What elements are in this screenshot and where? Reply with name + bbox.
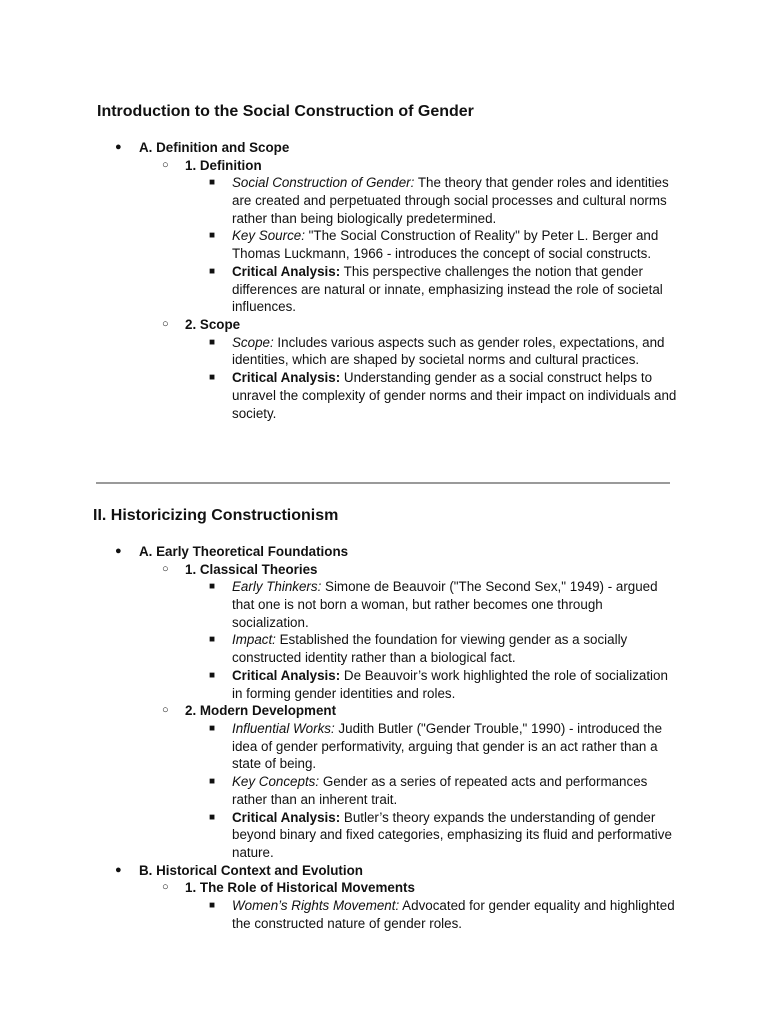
- horizontal-divider: [96, 482, 670, 484]
- outline-item-level2: [0, 561, 768, 579]
- item-text: Includes various aspects such as gender roles, expectations, and identities, which are shaped by societal norms and cultural practices.: [232, 334, 665, 368]
- outline-heading: A. Definition and Scope: [139, 140, 290, 155]
- outline-item-level3: [0, 720, 768, 773]
- filled-circle-bullet-icon: ●: [115, 545, 122, 557]
- item-text: Butler’s theory expands the understanding of gender beyond binary and fixed categories, emphasizing its fluid and performative nature.: [232, 809, 672, 860]
- outline-item-level2: [0, 157, 768, 175]
- section-title: Introduction to the Social Construction of Gender: [97, 103, 474, 120]
- outline-subheading: 1. Definition: [185, 157, 262, 173]
- item-text: Simone de Beauvoir ("The Second Sex," 1949) - argued that one is not born a woman, but rather becomes one through socialization.: [232, 579, 658, 630]
- item-text: Understanding gender as a social construct helps to unravel the complexity of gender norms and their impact on individuals and society.: [232, 370, 677, 421]
- item-lead: Critical Analysis:: [232, 370, 341, 386]
- hollow-circle-bullet-icon: ○: [162, 158, 169, 171]
- outline-heading: B. Historical Context and Evolution: [139, 862, 363, 878]
- outline-item-level3: [0, 578, 768, 631]
- item-text: De Beauvoir’s work highlighted the role of socialization in forming gender identities and roles.: [232, 667, 668, 701]
- item-text: The theory that gender roles and identities are created and perpetuated through social processes and cultural norms rather than being biologically predetermined.: [232, 175, 669, 226]
- item-lead: Critical Analysis:: [232, 809, 341, 825]
- item-lead: Critical Analysis:: [232, 667, 341, 683]
- item-lead: Impact:: [232, 632, 276, 648]
- filled-circle-bullet-icon: ●: [115, 863, 122, 876]
- item-lead: Scope:: [232, 334, 274, 350]
- outline-item-level3: [0, 897, 768, 932]
- square-bullet-icon: ■: [209, 336, 216, 348]
- square-bullet-icon: ■: [209, 899, 216, 911]
- outline-item-level3: [0, 334, 768, 369]
- outline-subheading: 1. Classical Theories: [185, 561, 318, 577]
- outline-item-level3: [0, 227, 768, 262]
- square-bullet-icon: ■: [209, 776, 216, 788]
- outline-section-1: [0, 139, 768, 422]
- item-text: "The Social Construction of Reality" by Peter L. Berger and Thomas Luckmann, 1966 - introduces the concept of social constructs.: [232, 228, 659, 262]
- outline-item-level2: [0, 316, 768, 334]
- outline-item-level3: [0, 667, 768, 702]
- hollow-circle-bullet-icon: ○: [162, 562, 169, 575]
- outline-heading: A. Early Theoretical Foundations: [139, 544, 349, 559]
- outline-item-level1: [0, 139, 768, 157]
- square-bullet-icon: ■: [209, 230, 216, 242]
- item-lead: Social Construction of Gender:: [232, 175, 415, 191]
- item-lead: Key Concepts:: [232, 774, 320, 790]
- outline-item-level2: [0, 879, 768, 897]
- section-title: II. Historicizing Constructionism: [93, 507, 339, 524]
- square-bullet-icon: ■: [209, 722, 216, 734]
- item-text: This perspective challenges the notion that gender differences are natural or innate, emphasizing instead the role of societal influences.: [232, 263, 663, 315]
- item-lead: Critical Analysis:: [232, 263, 341, 279]
- outline-item-level1: [0, 543, 768, 561]
- item-lead: Women’s Rights Movement:: [232, 897, 400, 913]
- item-lead: Early Thinkers:: [232, 579, 322, 595]
- hollow-circle-bullet-icon: ○: [162, 704, 169, 717]
- outline-item-level3: [0, 369, 768, 422]
- square-bullet-icon: ■: [209, 265, 216, 277]
- hollow-circle-bullet-icon: ○: [162, 318, 169, 330]
- item-text: Advocated for gender equality and highlighted the constructed nature of gender roles.: [232, 897, 675, 931]
- hollow-circle-bullet-icon: ○: [162, 881, 169, 894]
- outline-subheading: 1. The Role of Historical Movements: [185, 880, 415, 896]
- square-bullet-icon: ■: [209, 811, 216, 823]
- outline-item-level3: [0, 631, 768, 666]
- item-text: Judith Butler ("Gender Trouble," 1990) - introduced the idea of gender performativity, arguing that gender is an act rather than a state of being.: [232, 720, 663, 772]
- item-lead: Influential Works:: [232, 720, 335, 736]
- item-lead: Key Source:: [232, 228, 305, 244]
- outline-item-level3: [0, 263, 768, 316]
- outline-subheading: 2. Scope: [185, 317, 241, 332]
- square-bullet-icon: ■: [209, 634, 216, 646]
- item-text: Established the foundation for viewing gender as a socially constructed identity rather than a biological fact.: [232, 632, 628, 666]
- item-text: Gender as a series of repeated acts and performances rather than an inherent trait.: [232, 774, 648, 807]
- outline-item-level2: [0, 702, 768, 720]
- filled-circle-bullet-icon: ●: [115, 141, 122, 153]
- outline-item-level3: [0, 174, 768, 227]
- outline-item-level1: [0, 862, 768, 880]
- square-bullet-icon: ■: [209, 372, 216, 384]
- square-bullet-icon: ■: [209, 581, 216, 593]
- outline-item-level3: [0, 773, 768, 808]
- square-bullet-icon: ■: [209, 177, 216, 189]
- outline-item-level3: [0, 809, 768, 862]
- outline-section-2: [0, 543, 768, 932]
- outline-subheading: 2. Modern Development: [185, 703, 337, 719]
- square-bullet-icon: ■: [209, 669, 216, 681]
